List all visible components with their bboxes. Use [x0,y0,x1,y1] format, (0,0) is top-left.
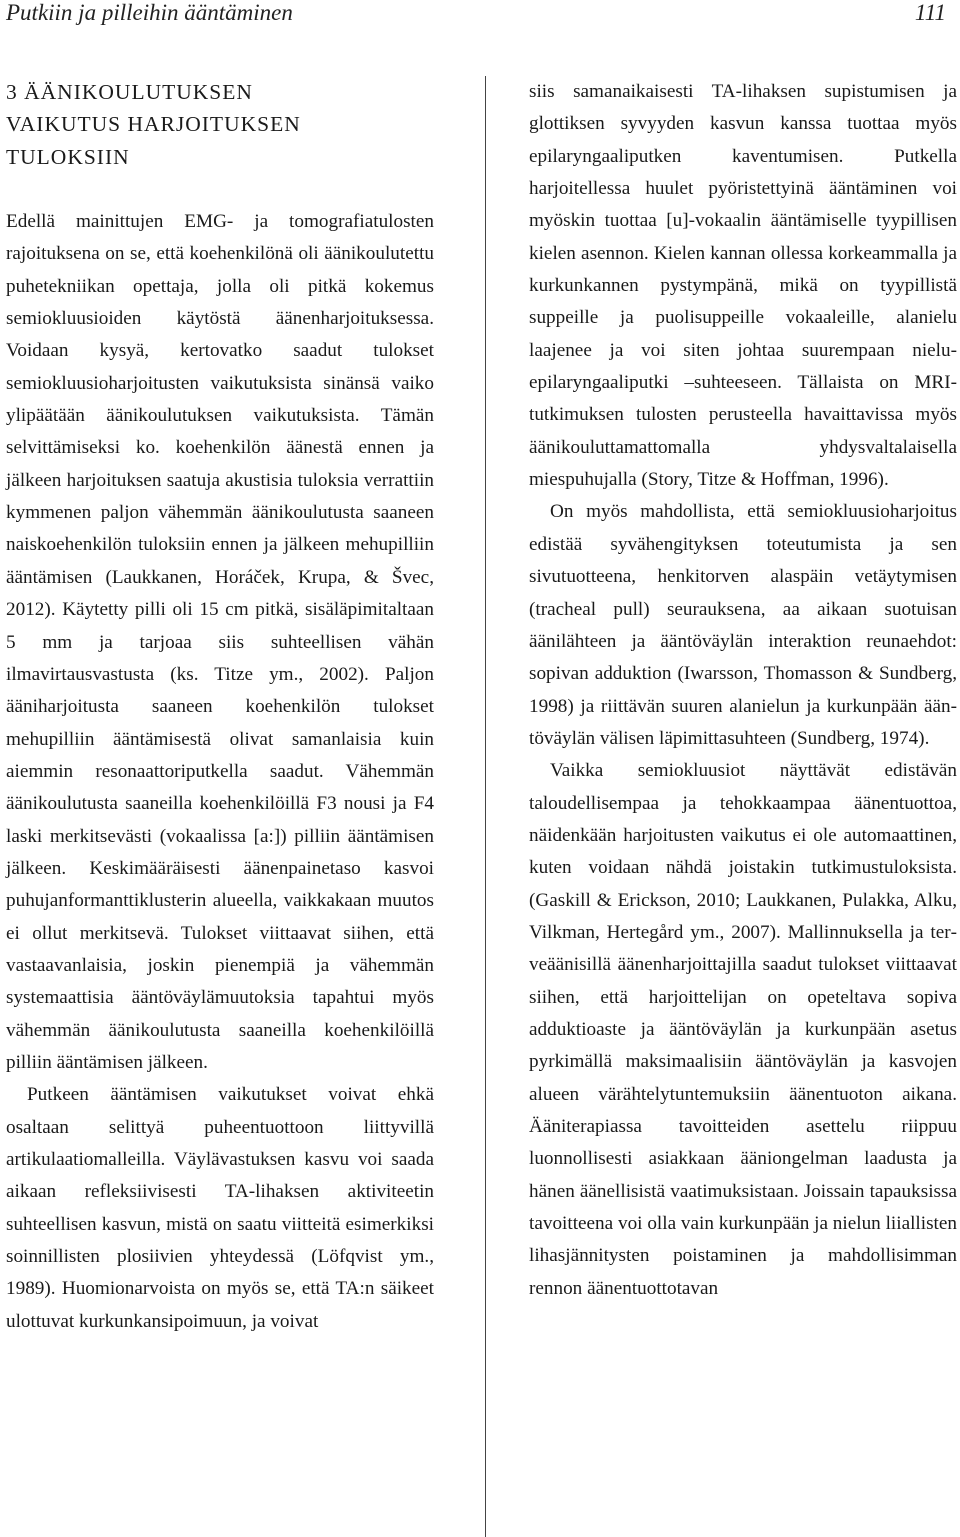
body-paragraph: Edellä mainittujen EMG- ja tomografiatulosten rajoituksena on se, että koehenkilönä oli äänikoulutettu puhetekniikan opettaja, jolla oli pitkä kokemus semiokluusioiden käytöstä äänenharjoituksessa. Voidaan kysyä, kertovatko saadut tulokset semiokluusioharjoitusten vaikutuksista sinänsä vaiko ylipäätään äänikoulutuksen vaikutuksista. Tämän selvittämiseksi ko. koehenkilön äänestä ennen ja jälkeen harjoituksen saatuja akustisia tuloksia verrattiin kymmenen paljon vähemmän äänikoulutusta saaneen naiskoehenkilön tuloksiin ennen ja jälkeen mehupilliin ääntämisen (Laukkanen, Horáček, Krupa, & Švec, 2012). Käytetty pilli oli 15 cm pitkä, sisäläpimitaltaan 5 mm ja tarjoaa siis suhteellisen vähän ilmavirtausvastusta (ks. Titze ym., 2002). Paljon ääniharjoitusta saaneen koehenkilön tulokset mehupilliin ääntämisestä olivat samanlaisia kuin aiemmin resonaattoriputkella saadut. Vähemmän äänikoulutusta saaneilla koehenkilöillä F3 nousi ja F4 laski merkitsevästi (vokaalissa [a:]) pilliin ääntämisen jälkeen. Keskimääräisesti äänenpainetaso kasvoi puhujanformanttiklusterin alueella, vaikkakaan muutos ei ollut merkitsevä. Tulokset viittaavat siihen, että vastaavanlaisia, joskin pienempiä ja vähemmän systemaattisia ääntöväylämuutoksia tapahtui myös vähemmän äänikoulutusta saaneilla koehenkilöillä pilliin ääntämisen jälkeen. [6,211,434,1073]
running-header-title: Putkiin ja pilleihin ääntäminen [6,0,293,25]
left-column [6,76,434,1338]
column-divider [485,76,486,1537]
right-column [529,76,957,1305]
section-heading [6,76,434,173]
section-heading-line: TULOKSIIN [6,144,130,169]
body-paragraph: On myös mahdollista, että semiokluusioharjoitus edistää syvähengityksen toteutumista ja sen sivutuotteena, henkitorven alaspäin vetäytymisen (tracheal pull) seurauksena, aa aikaan suotuisan äänilähteen ja ääntöväylän interaktion reunaehdot: sopivan adduktion (Iwarsson, Thomasson & Sundberg, 1998) ja riittävän suuren alanielun ja kurkunpään ääntöväylän välisen läpimittasuhteen (Sundberg, 1974). [529,501,957,749]
section-heading-line: VAIKUTUS HARJOITUKSEN [6,112,301,137]
section-heading-line: 3 ÄÄNIKOULUTUKSEN [6,80,253,104]
body-paragraph: Putkeen ääntämisen vaikutukset voivat ehkä osaltaan selittyä puheentuottoon liittyvillä artikulaatiomalleilla. Väylävastuksen kasvu voi saada aikaan refleksiivisesti TA-lihaksen aktiviteetin suhteellisen kasvun, mistä on saatu viitteitä esimerkiksi soinnillisten plosiivien yhteydessä (Löfqvist ym., 1989). Huomionarvoista on myös se, että TA:n säikeet ulottuvat kurkunkansipoimuun, ja voivat [6,1084,434,1332]
body-paragraph: Vaikka semiokluusiot näyttävät edistävän taloudellisempaa ja tehokkaampaa äänentuottoa, näidenkään harjoitusten vaikutus ei ole automaattinen, kuten voidaan nähdä joistakin tutkimustuloksista. (Gaskill & Erickson, 2010; Laukkanen, Pulakka, Alku, Vilkman, Hertegård ym., 2007). Mallinnuksella ja terveäänisillä äänenharjoittajilla saadut tulokset viittaavat siihen, että harjoittelijan on opeteltava sopiva adduktioaste ja ääntöväylän ja kurkunpään asetus pyrkimällä maksimaalisiin ääntöväylän ja kasvojen alueen värähtelytuntemuksiin äänentuoton aikana. Ääniterapiassa tavoitteiden asettelu riippuu luonnollisesti asiakkaan ääniongelman laadusta ja hänen äänellisistä vaatimuksistaan. Joissain tapauksissa tavoitteena voi olla vain kurkunpään ja nielun liiallisten lihasjännitysten poistaminen ja mahdollisimman rennon äänentuottotavan [529,760,957,1299]
page-number: 111 [914,0,946,25]
body-paragraph: siis samanaikaisesti TA-lihaksen supistumisen ja glottiksen syvyyden kasvun kanssa tuottaa myös epilaryngaaliputken kaventumisen. Putkella harjoitellessa huulet pyöristettyinä ääntäminen voi myöskin tuottaa [u]-vokaalin ääntämiselle tyypillisen kielen asennon. Kielen kannan ollessa korkeammalla ja kurkunkannen pystympänä, mikä on tyypillistä suppeille ja puolisuppeille vokaaleille, alanielu laajenee ja voi siten johtaa suurempaan nielu-epilaryngaaliputki –suhteeseen. Tällaista on MRI-tutkimuksen tulosten perusteella havaittavissa myös äänikouluttamattomalla yhdysvaltalaisella miespuhujalla (Story, Titze & Hoffman, 1996). [529,81,957,491]
